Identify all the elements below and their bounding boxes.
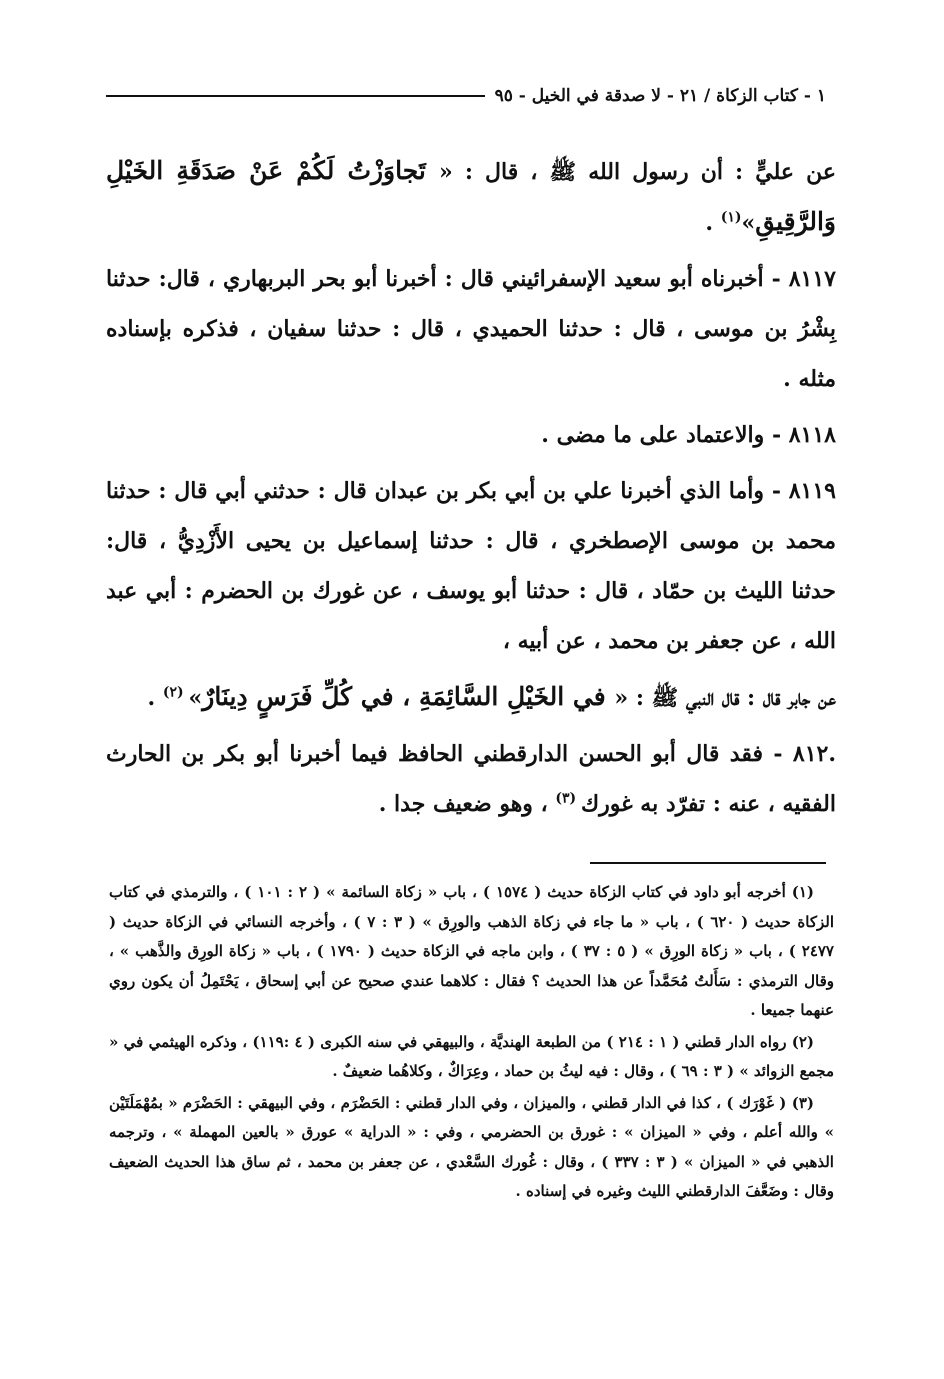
header-rule <box>106 95 485 97</box>
paragraph-8117: ٨١١٧ - أخبرناه أبو سعيد الإسفرائيني قال : أخبرنا أبو بحر البربهاري ، قال: حدثنا بِشْرُ بن موسى ، قال : حدثنا الحميدي ، قال : حدثنا سفيان ، فذكره بإسناده مثله . <box>106 266 836 392</box>
footnote-2: (٢) رواه الدار قطني ( ١ : ٢١٤ ) من الطبعة الهنديَّة ، والبيهقي في سنه الكبرى ( ٤ :١١٩) ، وذكره الهيثمي في « مجمع الزوائد » ( ٣ : ٦٩ ) ، وقال : فيه ليثُ بن حماد ، وعِرَاكٌ ، وكلاهُما ضعيفٌ . <box>109 1032 834 1080</box>
main-text <box>106 146 836 835</box>
page-header <box>106 86 826 106</box>
paragraph-8119: ٨١١٩ - وأما الذي أخبرنا علي بن أبي بكر بن عبدان قال : حدثني أبي قال : حدثنا محمد بن موسى الإصطخري ، قال : حدثنا إسماعيل بن يحيى الأَزْدِيُّ ، قال: حدثنا الليث بن حمّاد ، قال : حدثنا أبو يوسف ، عن غورك بن الحضرم : أبي عبد الله ، عن جعفر بن محمد ، عن أبيه ، <box>106 478 836 654</box>
paragraph-8120: .٨١٢ - فقد قال أبو الحسن الدارقطني الحافظ فيما أخبرنا أبو بكر بن الحارث الفقيه ، عنه : تفرّد به غورك $^{(٣)}$ ، وهو ضعيف جدا . <box>106 741 836 817</box>
paragraph-8118: ٨١١٨ - والاعتماد على ما مضى . <box>541 422 836 448</box>
hadith-quote: تَجاوَزْتُ لَكُمْ عَنْ صَدَقَةِ الخَيْلِ وَالرَّقِيقِ <box>106 156 836 236</box>
running-head: ١ - كتاب الزكاة / ٢١ - لا صدقة في الخيل - ٩٥ <box>494 86 826 106</box>
footnote-1: (١) أخرجه أبو داود في كتاب الزكاة حديث ( ١٥٧٤ ) ، باب « زكاة السائمة » ( ٢ : ١٠١ ) ، والترمذي في كتاب الزكاة حديث ( ٦٢٠ ) ، باب « ما جاء في زكاة الذهب والورِق » ( ٣ : ٧ ) ، وأخرجه النسائي في الزكاة حديث ( ٢٤٧٧ ) ، باب « زكاة الورِق » ( ٥ : ٣٧ ) ، وابن ماجه في الزكاة حديث ( ١٧٩٠ ) ، باب « زكاة الورِق والذَّهب » ، وقال الترمذي : سَأَلتُ مُحَمَّداً عن هذا الحديث ؟ فقال : كلاهما عندي صحيح عن أبي إسحاق ، يَحْتَمِلُ أن يكون روي عنهما جميعا . <box>109 883 834 1019</box>
footnote-separator <box>590 862 826 864</box>
paragraph-hadith-jabir: عن جابر قال : قال النبي ﷺ : « في الخَيْلِ السَّائِمَةِ ، في كُلِّ فَرَسٍ دِينَارٌ» $^{(٢)}$ . <box>147 682 836 711</box>
footnote-ref-2: (٢) <box>162 684 189 701</box>
hadith-quote: في الخَيْلِ السَّائِمَةِ ، في كُلِّ فَرَسٍ دِينَارٌ <box>202 682 615 711</box>
footnote-3: (٣) ( غَوْرَك ) ، كذا في الدار قطني ، والميزان ، وفي الدار قطني : الحَضْرَم ، وفي البيهقي : الحَضْرَم « بمُهْمَلَتَيْن » والله أعلم ، وفي « الميزان » : غورق بن الحضرمي ، وفي : « الدراية » عورق « بالعين المهملة » ، وترجمه الذهبي في « الميزان » ( ٣ : ٣٣٧ ) ، وقال : غُورك السَّعْدي ، عن جعفر بن محمد ، ثم ساق هذا الحديث الضعيف وقال : وضَعَّفَ الدارقطني الليث وغيره في إسناده . <box>109 1093 834 1200</box>
footnote-ref-3: (٣) <box>555 790 582 807</box>
footnotes <box>109 878 834 1209</box>
paragraph-hadith-ali: عن عليٍّ : أن رسول الله ﷺ ، قال : « تَجاوَزْتُ لَكُمْ عَنْ صَدَقَةِ الخَيْلِ وَالرَّقِيقِ»$^{(١)}$ . <box>106 156 836 236</box>
footnote-ref-1: (١) <box>720 209 742 226</box>
